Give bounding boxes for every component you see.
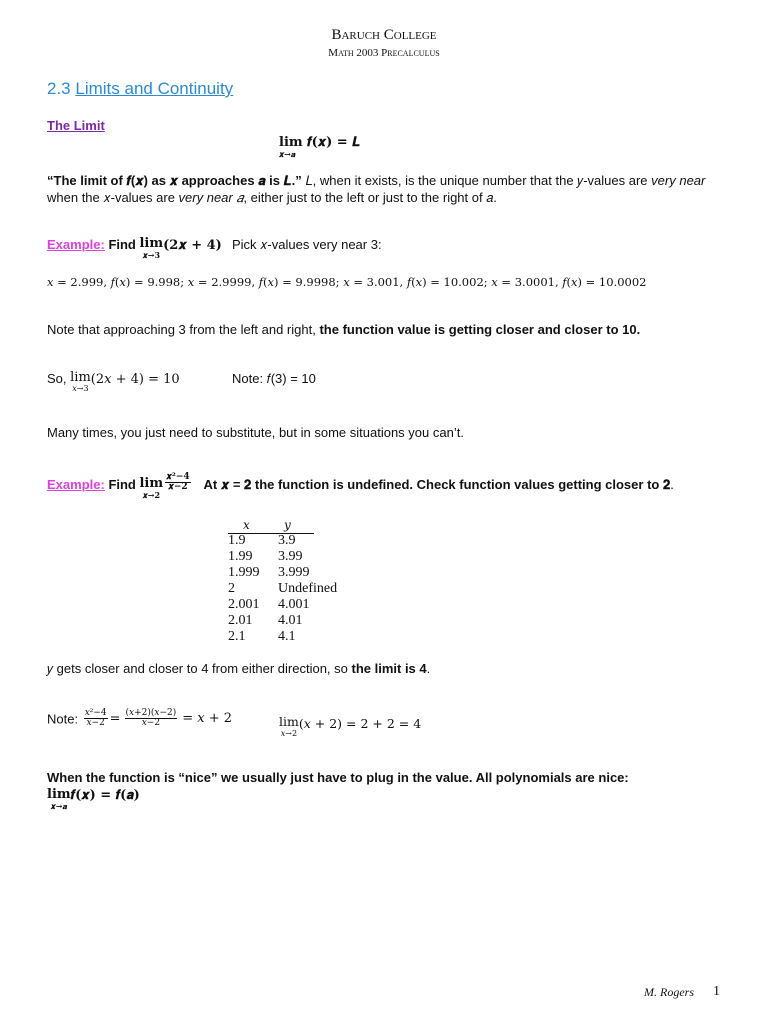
table-cell-x: 2.01 <box>228 613 253 628</box>
note-label: Note: <box>47 711 82 727</box>
example1-note-plain: Note that approaching 3 from the left and right, <box>47 322 320 337</box>
table-cell-y: 4.1 <box>278 629 296 644</box>
table-cell-x: 1.9 <box>228 533 246 548</box>
example2-conclusion-bold: the limit is 4 <box>351 661 427 676</box>
table-header-y: 𝑦 <box>278 517 314 534</box>
example1-note <box>47 322 640 337</box>
nice-expr: 𝒇(𝒙) = 𝒇(𝒂) <box>70 788 140 803</box>
table-row <box>228 533 337 549</box>
example2-line <box>47 471 674 500</box>
footer-author: M. Rogers <box>644 985 694 999</box>
college-name: Baruch College <box>331 27 437 43</box>
example2-lim: lim <box>139 476 164 491</box>
table-cell-x: 2.001 <box>228 597 260 612</box>
example2-frac-den: 𝒙−𝟐 <box>168 482 188 493</box>
example1-expr: (𝟐𝒙 + 𝟒) <box>163 238 222 253</box>
note-frac2-num: (𝑥+2)(𝑥−2) <box>125 708 177 718</box>
example2-find: Find <box>108 477 140 492</box>
table-row <box>228 549 337 565</box>
example2-lim-sub: 𝒙→𝟐 <box>142 490 161 500</box>
limit-definition-formula <box>279 136 360 158</box>
example2-conclusion-plain: 𝑦 gets closer and closer to 4 from either direction, so <box>47 661 352 676</box>
example2-label: Example: <box>47 477 105 492</box>
nice-formula <box>47 788 140 810</box>
table-cell-y: 3.999 <box>278 565 310 580</box>
section-number: 2.3 <box>47 79 71 98</box>
note-frac2-den: 𝑥−2 <box>141 718 161 729</box>
nice-lim-sub: 𝒙→𝒂 <box>50 801 67 811</box>
table-cell-x: 2 <box>228 581 235 596</box>
table-row <box>228 597 337 613</box>
table-row <box>228 629 337 645</box>
example2-at-text: At 𝒙 = 𝟐 the function is undefined. Check function values getting closer to 𝟐 <box>203 477 671 492</box>
definition-rest-3: , either just to the left or just to the right of 𝑎. <box>243 190 497 205</box>
page-number: 1 <box>713 984 720 999</box>
table-cell-y: 3.9 <box>278 533 296 548</box>
example2-frac-num: 𝒙²−𝟒 <box>166 471 190 482</box>
example2-note-limit <box>279 716 421 738</box>
definition-bold: “The limit of 𝒇(𝒙) as 𝒙 approaches 𝒂 is 𝑳.” <box>47 173 302 188</box>
values-table <box>228 517 337 645</box>
example2-conclusion-end: . <box>426 661 431 676</box>
table-cell-x: 1.999 <box>228 565 260 580</box>
example1-lim: lim <box>139 236 164 251</box>
table-cell-y: 4.01 <box>278 613 303 628</box>
section-title <box>47 79 233 99</box>
many-times-text: Many times, you just need to substitute, but in some situations you can’t. <box>47 425 464 440</box>
example1-so-label: So, <box>47 371 71 386</box>
example1-label: Example: <box>47 237 105 252</box>
table-row <box>228 613 337 629</box>
table-cell-y: 4.001 <box>278 597 310 612</box>
definition-paragraph <box>47 172 727 206</box>
example1-so-expr: (2𝑥 + 4) = 10 <box>90 372 180 387</box>
formula-sub: 𝒙→𝒂 <box>279 149 296 159</box>
example2-note <box>47 709 232 729</box>
note-rest: = 𝑥 + 2 <box>182 711 233 727</box>
example1-note-bold: the function value is getting closer and closer to 10. <box>319 322 641 337</box>
table-cell-x: 1.99 <box>228 549 253 564</box>
example1-so <box>47 371 180 393</box>
definition-rest-2: when the 𝑥-values are <box>47 190 179 205</box>
example1-note2: Note: 𝑓(3) = 10 <box>232 371 316 386</box>
table-header-x: 𝑥 <box>228 517 278 534</box>
example1-so-sub: 𝑥→3 <box>72 384 89 393</box>
nice-lim: lim <box>47 787 71 802</box>
example1-find: Find <box>108 237 140 252</box>
formula-top: lim 𝒇(𝒙) = 𝑳 <box>279 135 361 150</box>
course-name: Math 2003 Precalculus <box>328 47 440 59</box>
table-row <box>228 581 337 597</box>
the-limit-heading: The Limit <box>47 118 105 133</box>
example1-values: 𝑥 = 2.999, 𝑓(𝑥) = 9.998; 𝑥 = 2.9999, 𝑓(𝑥) = 9.9998; 𝑥 = 3.001, 𝑓(𝑥) = 10.002; 𝑥 = 3.0001, 𝑓(𝑥) = 10.0002 <box>47 275 647 289</box>
definition-very: very <box>651 173 676 188</box>
table-header-row <box>228 517 337 533</box>
example2-conclusion <box>47 661 430 677</box>
example1-lim-sub: 𝒙→𝟑 <box>142 250 161 260</box>
example1-line <box>47 237 222 259</box>
note-frac1-den: 𝑥−2 <box>86 718 105 729</box>
example1-pick: Pick 𝑥-values very near 3: <box>232 237 382 252</box>
definition-rest-1: 𝐿, when it exists, is the unique number that the 𝑦-values are <box>301 173 652 188</box>
section-title-text: Limits and Continuity <box>75 79 234 98</box>
note-lim-sub: 𝑥→2 <box>280 728 298 738</box>
note-eq: = <box>109 711 121 727</box>
table-cell-y: Undefined <box>278 581 338 596</box>
note-frac1-num: 𝑥²−4 <box>84 708 107 718</box>
note-lim: lim <box>279 714 299 729</box>
definition-near: near <box>679 173 706 188</box>
note-lim-rest: (𝑥 + 2) = 2 + 2 = 4 <box>298 716 422 731</box>
table-row <box>228 565 337 581</box>
table-cell-y: 3.99 <box>278 549 303 564</box>
table-cell-x: 2.1 <box>228 629 246 644</box>
nice-text: When the function is “nice” we usually just have to plug in the value. All polynomials are nice: <box>47 770 629 785</box>
example2-period: . <box>670 477 674 492</box>
definition-very-near: very near 𝑎 <box>178 190 244 205</box>
example1-so-lim: lim <box>70 370 91 385</box>
